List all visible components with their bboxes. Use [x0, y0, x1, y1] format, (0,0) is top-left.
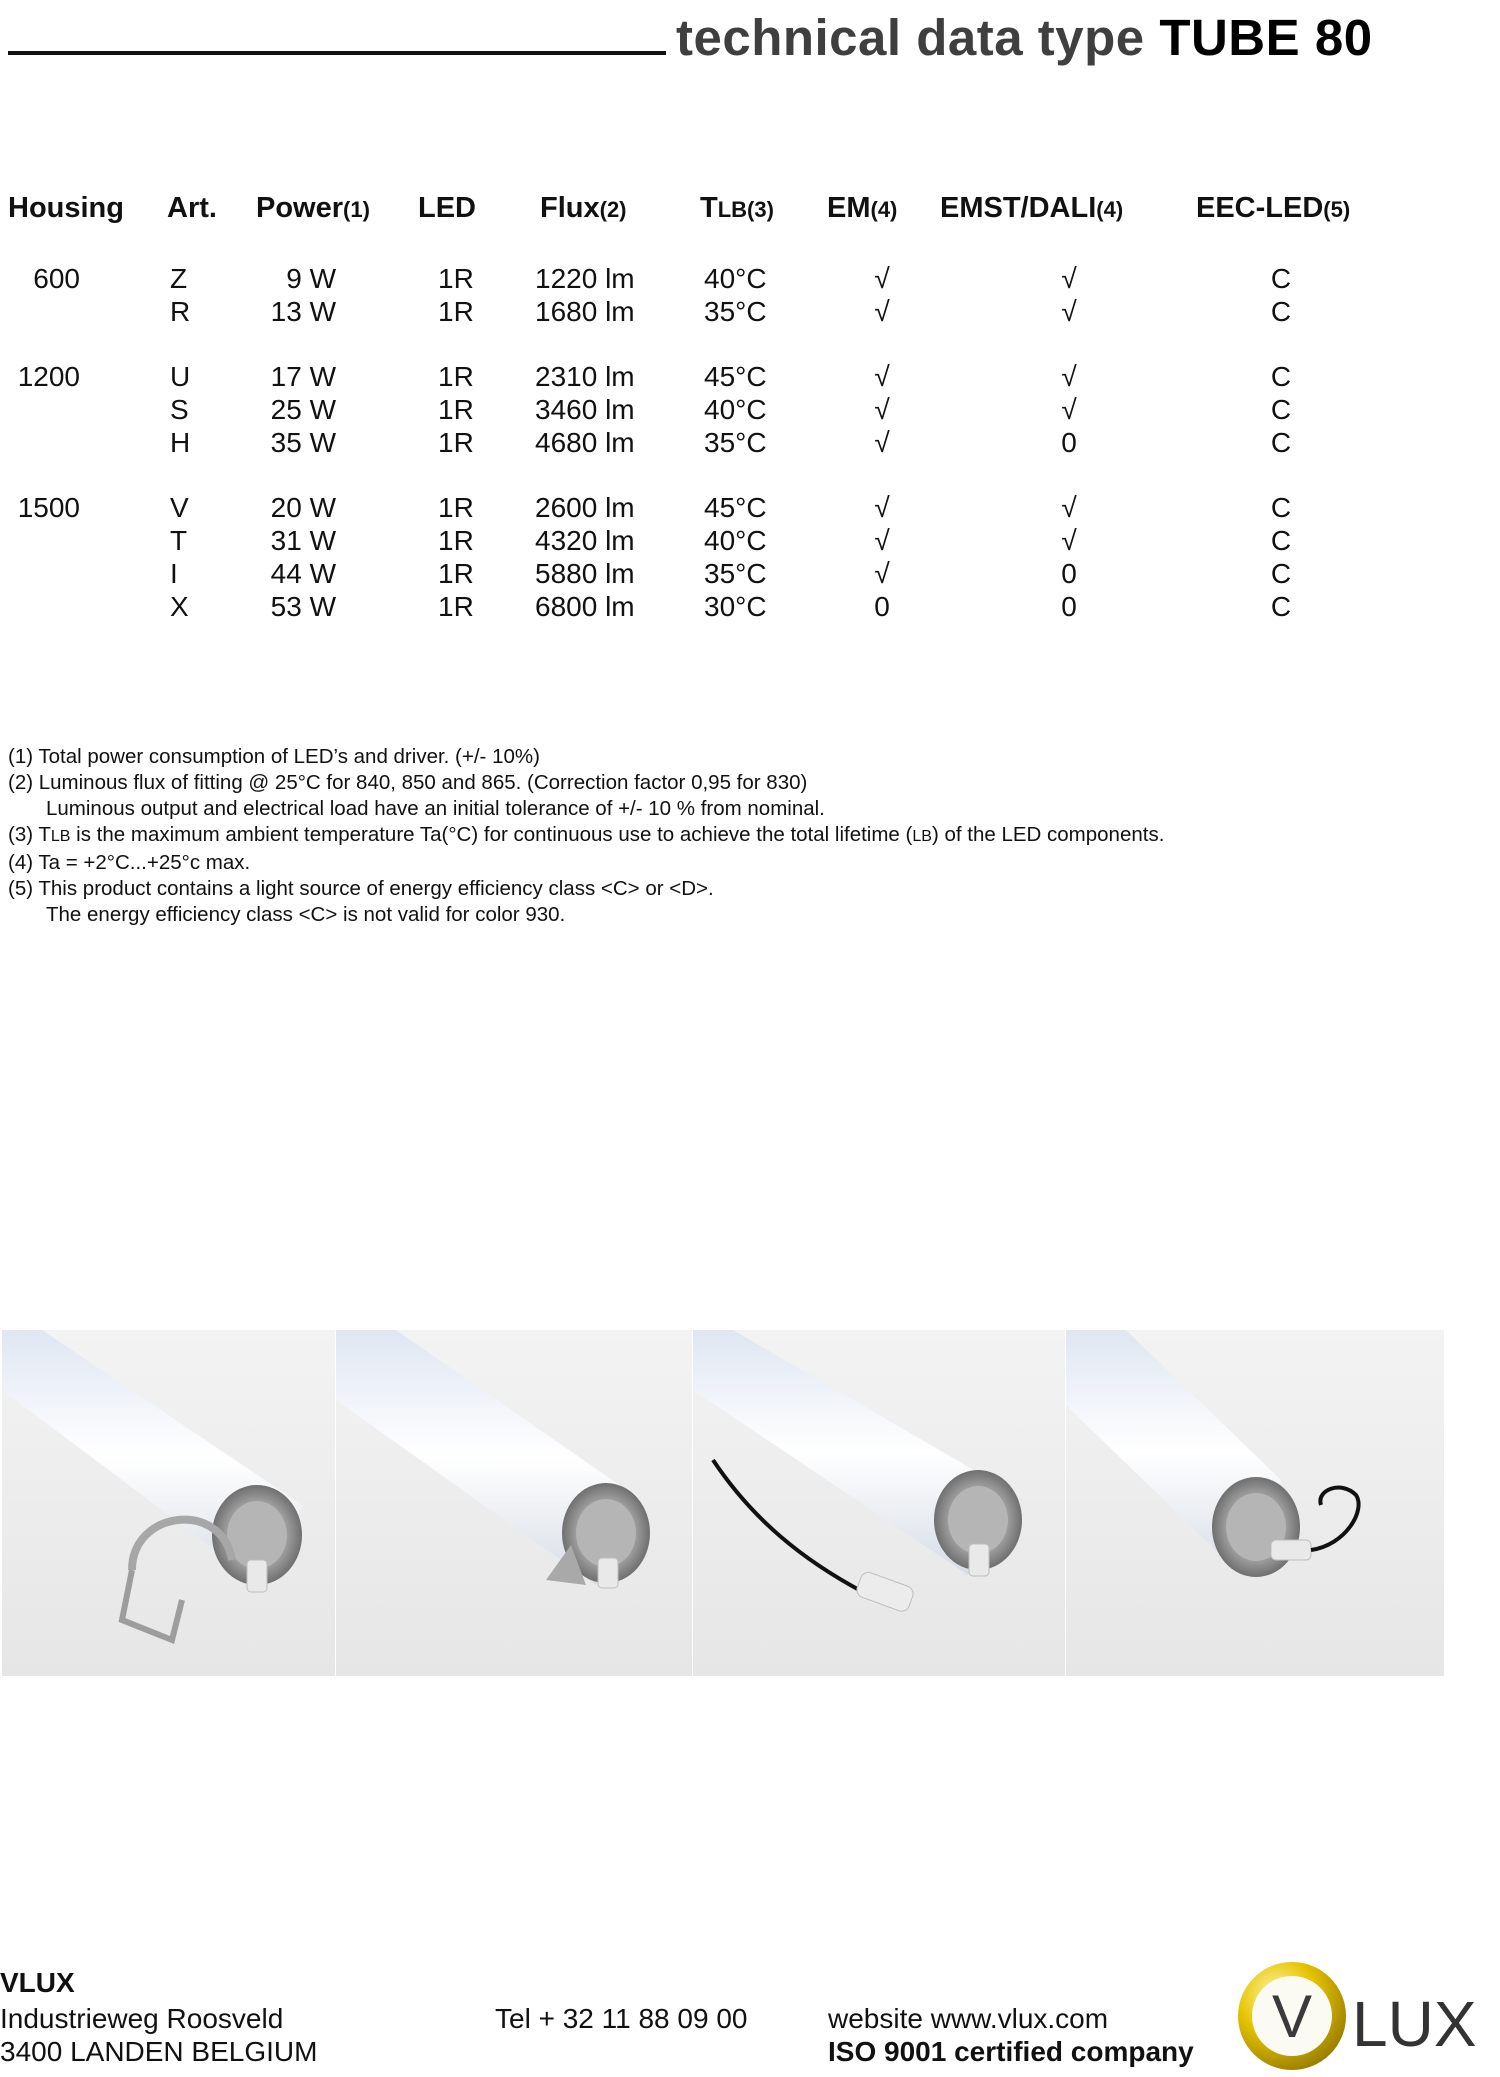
power-cell: 31 W [270, 525, 336, 556]
logo-wordmark: LUX [1352, 1988, 1477, 2060]
power-cell: 17 W [270, 361, 336, 392]
tlb-cell: 35°C [704, 427, 767, 458]
footer-iso: ISO 9001 certified company [828, 2036, 1194, 2067]
housing-cell: 600 [33, 263, 80, 294]
art-cell: Z [170, 263, 188, 294]
emst-cell: √ [1061, 263, 1077, 294]
eec-cell: C [1270, 427, 1292, 458]
col-header-power: Power(1) [256, 192, 370, 224]
footnote-5: (5) This product contains a light source of energy efficiency class <C> or <D>. [8, 877, 714, 900]
flux-cell: 4680 lm [535, 427, 635, 458]
col-header-flux: Flux(2) [540, 192, 627, 224]
power-cell: 13 W [270, 296, 336, 327]
footnotes [8, 744, 1164, 928]
tlb-cell: 40°C [704, 263, 767, 294]
em-cell: √ [874, 263, 890, 294]
col-header-em: EM(4) [827, 192, 898, 224]
col-header-housing: Housing [8, 192, 124, 224]
em-cell: √ [874, 558, 890, 589]
em-cell: √ [874, 525, 890, 556]
housing-cell: 1200 [17, 361, 80, 392]
footnote-2-cont: Luminous output and electrical load have an initial tolerance of +/- 10 % from nominal. [46, 797, 825, 820]
art-cell: T [170, 525, 188, 556]
eec-cell: C [1270, 558, 1292, 589]
em-cell: 0 [874, 591, 890, 622]
emst-cell: √ [1061, 525, 1077, 556]
vlux-logo [1236, 1960, 1496, 2072]
power-cell: 44 W [270, 558, 336, 589]
emst-cell: √ [1061, 492, 1077, 523]
vlux-logo-mark [1236, 1960, 1496, 2072]
em-cell: √ [874, 394, 890, 425]
footer-website: website www.vlux.com [828, 2003, 1109, 2034]
led-cell: 1R [438, 558, 474, 589]
led-cell: 1R [438, 263, 474, 294]
product-photo-end-cap [336, 1330, 692, 1676]
led-cell: 1R [438, 361, 474, 392]
led-cell: 1R [438, 591, 474, 622]
art-cell: R [170, 296, 191, 327]
product-photo-cable-connector [693, 1330, 1065, 1676]
emst-cell: √ [1061, 361, 1077, 392]
col-header-emst-dali: EMST/DALI(4) [940, 192, 1124, 224]
emst-cell: √ [1061, 296, 1077, 327]
footnote-2: (2) Luminous flux of fitting @ 25°C for 840, 850 and 865. (Correction factor 0,95 for 830) [8, 771, 808, 794]
power-cell: 35 W [270, 427, 336, 458]
emst-cell: 0 [1061, 558, 1077, 589]
tlb-cell: 35°C [704, 558, 767, 589]
tlb-cell: 45°C [704, 492, 767, 523]
led-cell: 1R [438, 492, 474, 523]
em-cell: √ [874, 296, 890, 327]
footer-street: Industrieweg Roosveld [0, 2003, 284, 2034]
housing-cell: 1500 [17, 492, 80, 523]
footer-tel: Tel + 32 11 88 09 00 [495, 2003, 748, 2034]
art-cell: V [170, 492, 189, 523]
tlb-cell: 45°C [704, 361, 767, 392]
col-header-led: LED [418, 192, 476, 224]
led-cell: 1R [438, 394, 474, 425]
emst-cell: 0 [1061, 427, 1077, 458]
flux-cell: 2310 lm [535, 361, 635, 392]
title-prefix: technical data type [676, 9, 1145, 66]
art-cell: X [170, 591, 189, 622]
power-cell: 53 W [270, 591, 336, 622]
power-cell: 9 W [286, 263, 336, 294]
art-cell: H [170, 427, 191, 458]
footer-city: 3400 LANDEN BELGIUM [0, 2036, 318, 2067]
flux-cell: 3460 lm [535, 394, 635, 425]
flux-cell: 5880 lm [535, 558, 635, 589]
tlb-cell: 30°C [704, 591, 767, 622]
led-cell: 1R [438, 427, 474, 458]
em-cell: √ [874, 492, 890, 523]
eec-cell: C [1270, 394, 1292, 425]
footnote-5-cont: The energy efficiency class <C> is not valid for color 930. [46, 903, 566, 926]
col-header-art: Art. [167, 192, 217, 224]
flux-cell: 4320 lm [535, 525, 635, 556]
art-cell: U [170, 361, 191, 392]
em-cell: √ [874, 427, 890, 458]
col-header-eec-led: EEC-LED(5) [1196, 192, 1351, 224]
eec-cell: C [1270, 361, 1292, 392]
tlb-cell: 40°C [704, 394, 767, 425]
eec-cell: C [1270, 263, 1292, 294]
art-cell: S [170, 394, 189, 425]
flux-cell: 1220 lm [535, 263, 635, 294]
flux-cell: 6800 lm [535, 591, 635, 622]
tlb-cell: 35°C [704, 296, 767, 327]
flux-cell: 1680 lm [535, 296, 635, 327]
tlb-cell: 40°C [704, 525, 767, 556]
footnote-4: (4) Ta = +2°C...+25°c max. [8, 851, 251, 874]
footnote-3: (3) TLB is the maximum ambient temperature Ta(°C) for continuous use to achieve the total lifetime (LB) of the LED components. [8, 823, 1165, 846]
col-header-tlb: TLB(3) [700, 192, 774, 224]
header-rule [8, 51, 666, 55]
page-title [676, 8, 1373, 67]
em-cell: √ [874, 361, 890, 392]
led-cell: 1R [438, 525, 474, 556]
power-cell: 20 W [270, 492, 336, 523]
footer-company: VLUX [0, 1967, 75, 1998]
emst-cell: 0 [1061, 591, 1077, 622]
power-cell: 25 W [270, 394, 336, 425]
emst-cell: √ [1061, 394, 1077, 425]
logo-letter-v: V [1271, 1983, 1313, 2050]
flux-cell: 2600 lm [535, 492, 635, 523]
art-cell: I [170, 558, 178, 589]
footnote-1: (1) Total power consumption of LED’s and driver. (+/- 10%) [8, 745, 540, 768]
product-photo-bracket [2, 1330, 335, 1676]
eec-cell: C [1270, 525, 1292, 556]
product-photo-loop-cable [1066, 1330, 1444, 1676]
led-cell: 1R [438, 296, 474, 327]
eec-cell: C [1270, 492, 1292, 523]
eec-cell: C [1270, 296, 1292, 327]
eec-cell: C [1270, 591, 1292, 622]
title-product: TUBE 80 [1159, 9, 1373, 66]
